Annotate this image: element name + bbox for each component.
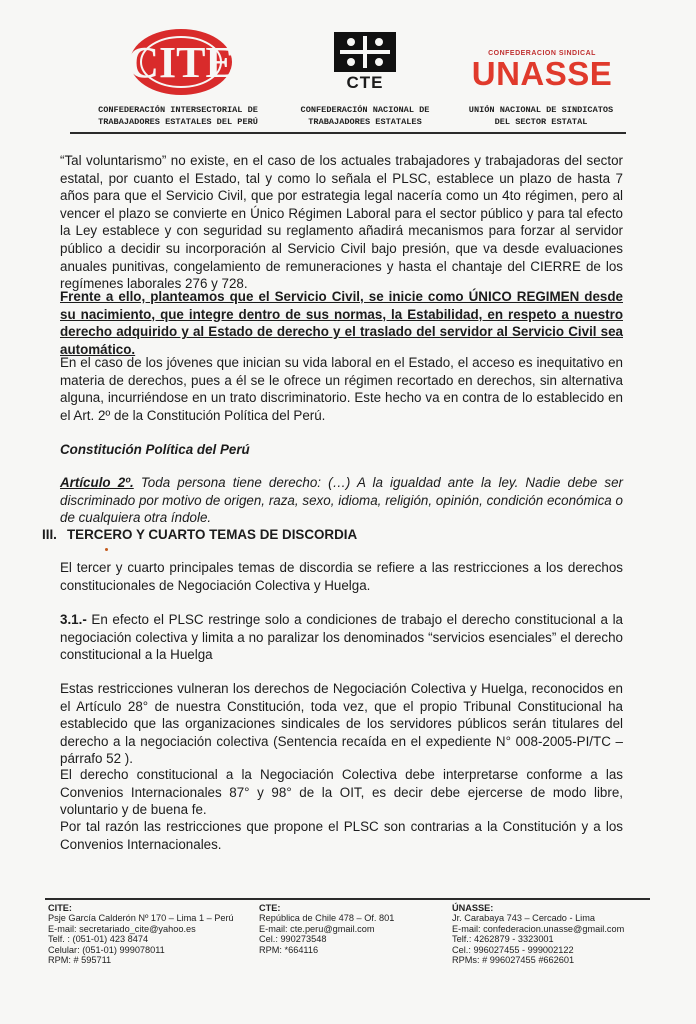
org-name-line: CONFEDERACIÓN INTERSECTORIAL DE xyxy=(98,105,258,115)
footer-divider xyxy=(45,898,650,900)
paragraph-voluntarismo: “Tal voluntarismo” no existe, en el caso de los actuales trabajadores y trabajadoras del sector estatal, por cuanto el Estado, tal y como lo señala el PLSC, establece un plazo de hasta 7 años para que el Servicio Civil, que por estrategia legal nacería como un 4to régimen, pero al vencer el plazo se convierte en Único Régimen Laboral para el sector público y para tal efecto la Ley establece y con seguridad su reglamento añadirá mecanismos para forzar al servidor público a decidir su incorporación al Servicio Civil bajo presión, que va desde evaluaciones anuales punitivas, congelamiento de remuneraciones y hasta el chantaje del CIERRE de los regímenes laborales 276 y 728. xyxy=(60,153,623,292)
org-name-line: TRABAJADORES ESTATALES DEL PERÚ xyxy=(98,117,258,127)
section-title: TERCERO Y CUARTO TEMAS DE DISCORDIA xyxy=(67,527,358,542)
unasse-logo-text: UNASSE xyxy=(471,55,613,92)
unasse-logo-subtitle: CONFEDERACION SINDICAL xyxy=(488,50,596,57)
footer-line: RPM: # 595711 xyxy=(48,955,112,966)
footer-title: CITE: xyxy=(48,903,72,913)
footer-line: República de Chile 478 – Of. 801 xyxy=(259,913,395,924)
footer-line: Psje García Calderón Nº 170 – Lima 1 – Perú xyxy=(48,913,234,924)
footer-line: Telf. : (051-01) 423 8474 xyxy=(48,934,149,945)
ink-dot xyxy=(105,548,108,551)
svg-text:CITE: CITE xyxy=(128,38,234,87)
org-name-line: DEL SECTOR ESTATAL xyxy=(494,117,588,127)
footer-line: E-mail: confederacion.unasse@gmail.com xyxy=(452,923,625,934)
header-divider xyxy=(70,132,626,134)
paragraph-jovenes: En el caso de los jóvenes que inician su vida laboral en el Estado, el acceso es inequitativo en materia de derechos, pues a él se le ofrece un régimen recortado en derechos, sin alternativa alguna, incurriéndose en un trato discriminatorio. Este hecho va en contra de lo establecido en el Art. 2º de la Constitución Política del Perú. xyxy=(60,355,623,423)
footer-line: Cel.: 996027455 - 999002122 xyxy=(452,944,574,955)
footer-line: Celular: (051-01) 999078011 xyxy=(48,944,165,955)
org-name-cite xyxy=(72,104,284,128)
footer-unasse-contact xyxy=(452,903,652,965)
org-name-unasse xyxy=(452,104,630,128)
clause-number: 3.1.- xyxy=(60,612,87,627)
footer-line: E-mail: secretariado_cite@yahoo.es xyxy=(48,923,196,934)
cte-emblem-icon xyxy=(334,32,396,72)
cte-logo xyxy=(333,32,397,98)
article-label: Artículo 2º. xyxy=(60,475,134,490)
paragraph-temas: El tercer y cuarto principales temas de discordia se refiere a las restricciones a los derechos constitucionales de Negociación Colectiva y Huelga. xyxy=(60,560,623,593)
footer-line: Jr. Carabaya 743 – Cercado - Lima xyxy=(452,913,595,924)
cte-logo-text: CTE xyxy=(346,73,384,92)
org-name-line: TRABAJADORES ESTATALES xyxy=(308,117,422,127)
paragraph-articulo-2 xyxy=(60,474,623,527)
paragraph-proposal: Frente a ello, planteamos que el Servicio Civil, se inicie como ÚNICO REGIMEN desde su nacimiento, que integre dentro de sus normas, la Estabilidad, en respeto a nuestro derecho adquirido y al Estado de derecho y el traslado del servidor al Servicio Civil sea automático. xyxy=(60,289,623,357)
article-text: Toda persona tiene derecho: (…) A la igualdad ante la ley. Nadie debe ser discriminado por motivo de origen, raza, sexo, idioma, religión, opinión, condición económica o de cualquiera otra índole. xyxy=(60,475,623,526)
footer-line: Cel.: 990273548 xyxy=(259,934,327,945)
footer-title: ÚNASSE: xyxy=(452,903,494,913)
org-name-cte xyxy=(281,104,449,128)
footer-title: CTE: xyxy=(259,903,281,913)
cite-logo xyxy=(128,26,234,98)
paragraph-restricciones: Estas restricciones vulneran los derechos de Negociación Colectiva y Huelga, reconocidos en el Artículo 28° de nuestra Constitución, toda vez, que el propio Tribunal Constitucional ha establecido que las organizaciones sindicales de los servidores públicos serán titulares del derecho a la negociación colectiva (Sentencia recaída en el expediente N° 008-2005-PI/TC – párrafo 52 ). xyxy=(60,681,623,767)
section-number: III. xyxy=(42,527,57,542)
unasse-logo xyxy=(468,50,616,91)
footer-line: E-mail: cte.peru@gmail.com xyxy=(259,923,375,934)
subheading-constitucion: Constitución Política del Perú xyxy=(60,442,250,457)
paragraph-3-1 xyxy=(60,611,623,664)
section-heading xyxy=(42,527,357,542)
paragraph-conclusion: Por tal razón las restricciones que propone el PLSC son contrarias a la Constitución y a los Convenios Internacionales. xyxy=(60,819,623,852)
footer-cte-contact xyxy=(259,903,439,955)
org-name-line: CONFEDERACIÓN NACIONAL DE xyxy=(300,105,430,115)
footer-line: RPMs: # 996027455 #662601 xyxy=(452,955,575,966)
footer-line: Telf.: 4262879 - 3323001 xyxy=(452,934,554,945)
org-name-line: UNIÓN NACIONAL DE SINDICATOS xyxy=(468,105,614,115)
clause-text: En efecto el PLSC restringe solo a condiciones de trabajo el derecho constitucional a la negociación colectiva y limita a no paralizar los denominados “servicios esenciales” el derecho constitucional a la Huelga xyxy=(60,612,623,663)
footer-cite-contact xyxy=(48,903,248,965)
footer-line: RPM: *664116 xyxy=(259,944,319,955)
paragraph-negociacion: El derecho constitucional a la Negociación Colectiva debe interpretarse conforme a las Convenios Internacionales 87° y 98° de la OIT, es decir debe ejercerse de modo libre, voluntario y de buena fe. xyxy=(60,767,623,818)
